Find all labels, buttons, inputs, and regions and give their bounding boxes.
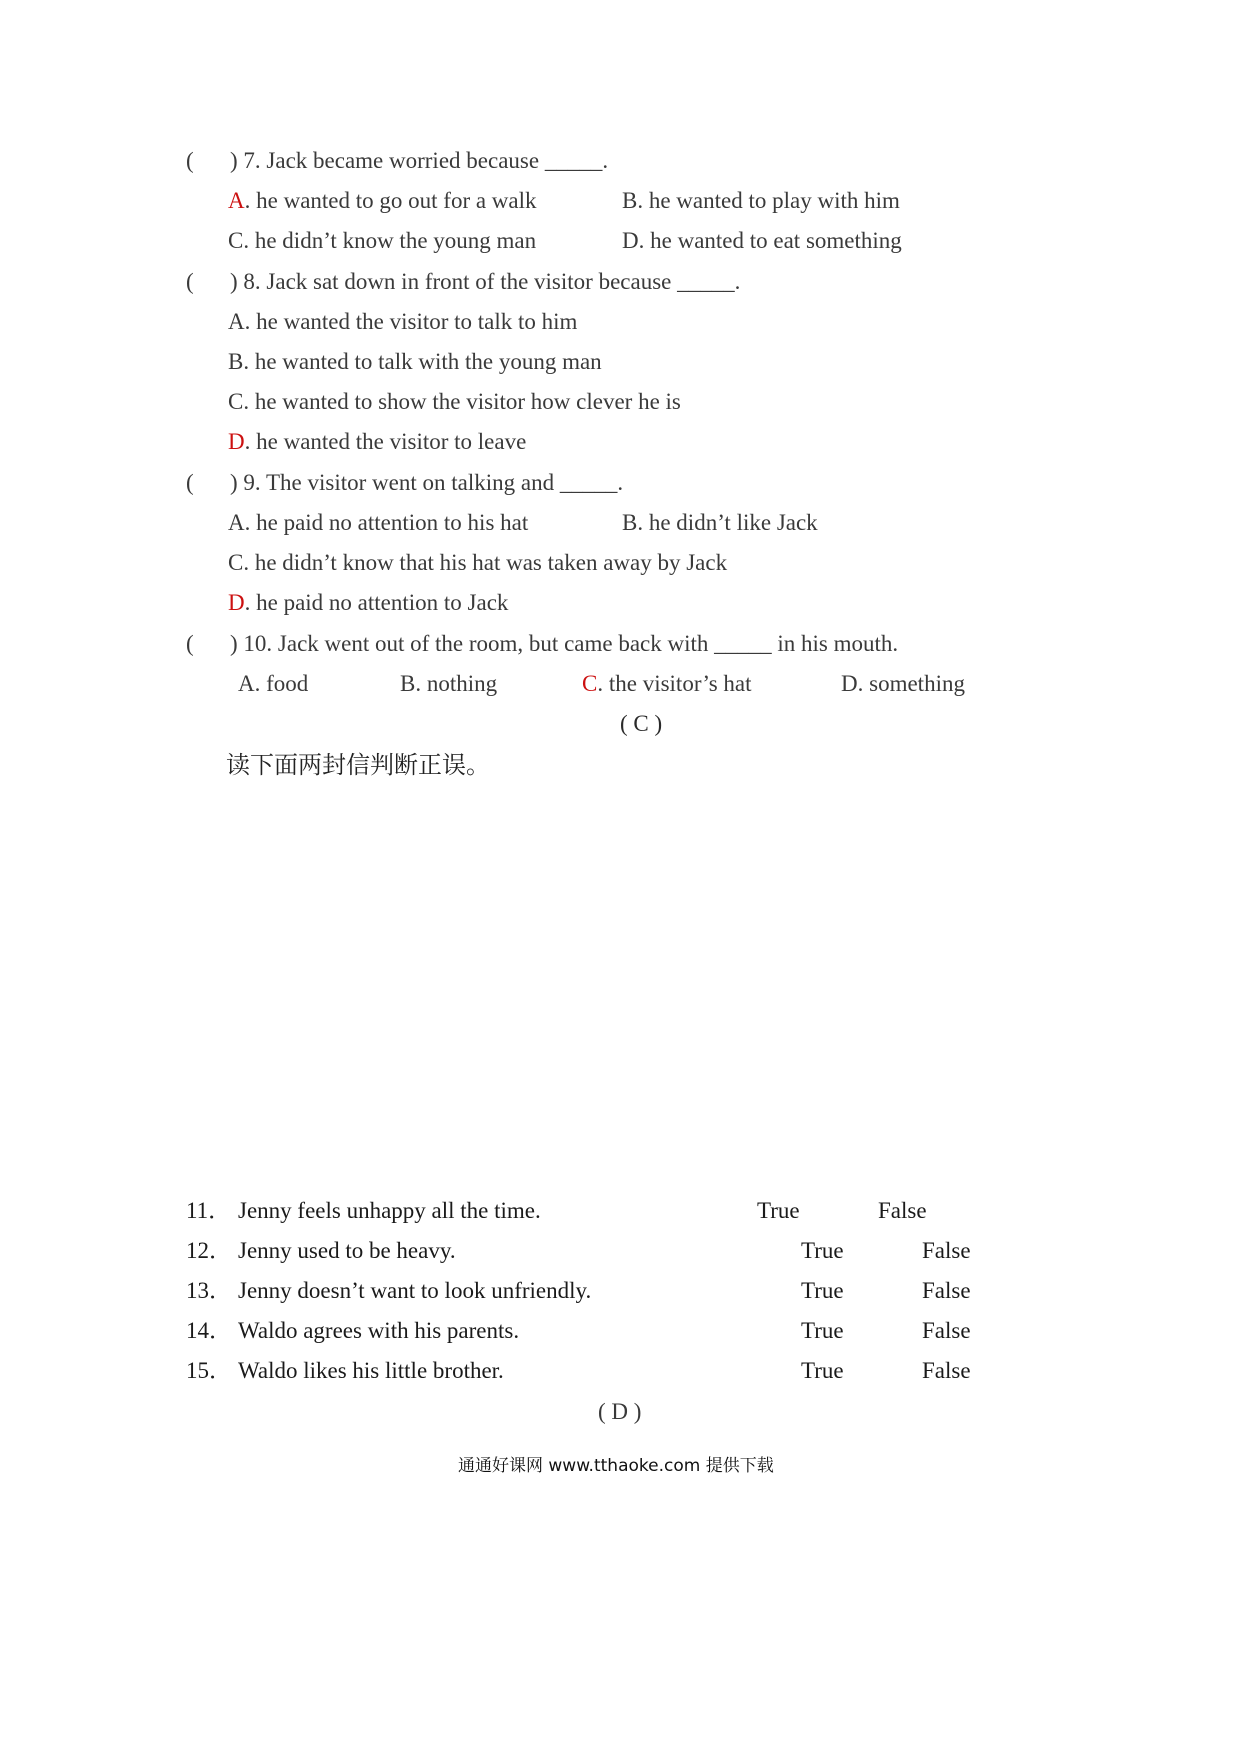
item-number: 14． — [186, 1318, 232, 1343]
item-statement: Waldo agrees with his parents. — [238, 1318, 520, 1343]
answer-bracket: ( — [186, 470, 194, 495]
false-option: False — [878, 1198, 927, 1223]
answer-bracket: ( — [186, 269, 194, 294]
footer-text: 通通好课网 www.tthaoke.com 提供下载 — [458, 1456, 774, 1476]
true-option: True — [757, 1198, 800, 1223]
answer-bracket: ( — [186, 148, 194, 173]
false-option: False — [922, 1278, 971, 1303]
option-c: C. he didn’t know the young man — [228, 228, 537, 253]
option-d: D. something — [841, 671, 965, 696]
option-c: C. the visitor’s hat — [582, 671, 752, 696]
option-b: B. he didn’t like Jack — [622, 510, 818, 535]
option-d: D. he wanted to eat something — [622, 228, 902, 253]
option-a: A. he wanted the visitor to talk to him — [228, 309, 578, 334]
option-c: C. he wanted to show the visitor how clever he is — [228, 389, 681, 414]
option-d: D. he paid no attention to Jack — [228, 590, 509, 615]
true-option: True — [801, 1358, 844, 1383]
item-number: 11． — [186, 1198, 232, 1223]
option-b: B. he wanted to play with him — [622, 188, 900, 213]
question-stem: ) 8. Jack sat down in front of the visitor because _____. — [230, 269, 741, 294]
question-stem: ) 9. The visitor went on talking and _____. — [230, 470, 624, 495]
item-number: 12． — [186, 1238, 232, 1263]
true-option: True — [801, 1318, 844, 1343]
true-option: True — [801, 1278, 844, 1303]
item-statement: Waldo likes his little brother. — [238, 1358, 504, 1383]
option-a: A. he paid no attention to his hat — [228, 510, 529, 535]
option-c: C. he didn’t know that his hat was taken away by Jack — [228, 550, 728, 575]
section-c-instruction: 读下面两封信判断正误。 — [226, 751, 490, 779]
true-option: True — [801, 1238, 844, 1263]
item-number: 13． — [186, 1278, 232, 1303]
item-statement: Jenny doesn’t want to look unfriendly. — [238, 1278, 592, 1303]
false-option: False — [922, 1238, 971, 1263]
option-a: A. he wanted to go out for a walk — [228, 188, 537, 213]
item-statement: Jenny feels unhappy all the time. — [238, 1198, 541, 1223]
option-a: A. food — [238, 671, 309, 696]
item-number: 15． — [186, 1358, 232, 1383]
option-d: D. he wanted the visitor to leave — [228, 429, 527, 454]
section-d-heading: ( D ) — [598, 1399, 642, 1424]
option-b: B. he wanted to talk with the young man — [228, 349, 602, 374]
question-stem: ) 7. Jack became worried because _____. — [230, 148, 609, 173]
option-b: B. nothing — [400, 671, 498, 696]
false-option: False — [922, 1358, 971, 1383]
false-option: False — [922, 1318, 971, 1343]
answer-bracket: ( — [186, 631, 194, 656]
item-statement: Jenny used to be heavy. — [238, 1238, 456, 1263]
question-stem: ) 10. Jack went out of the room, but came back with _____ in his mouth. — [230, 631, 899, 656]
section-c-heading: ( C ) — [620, 711, 663, 736]
